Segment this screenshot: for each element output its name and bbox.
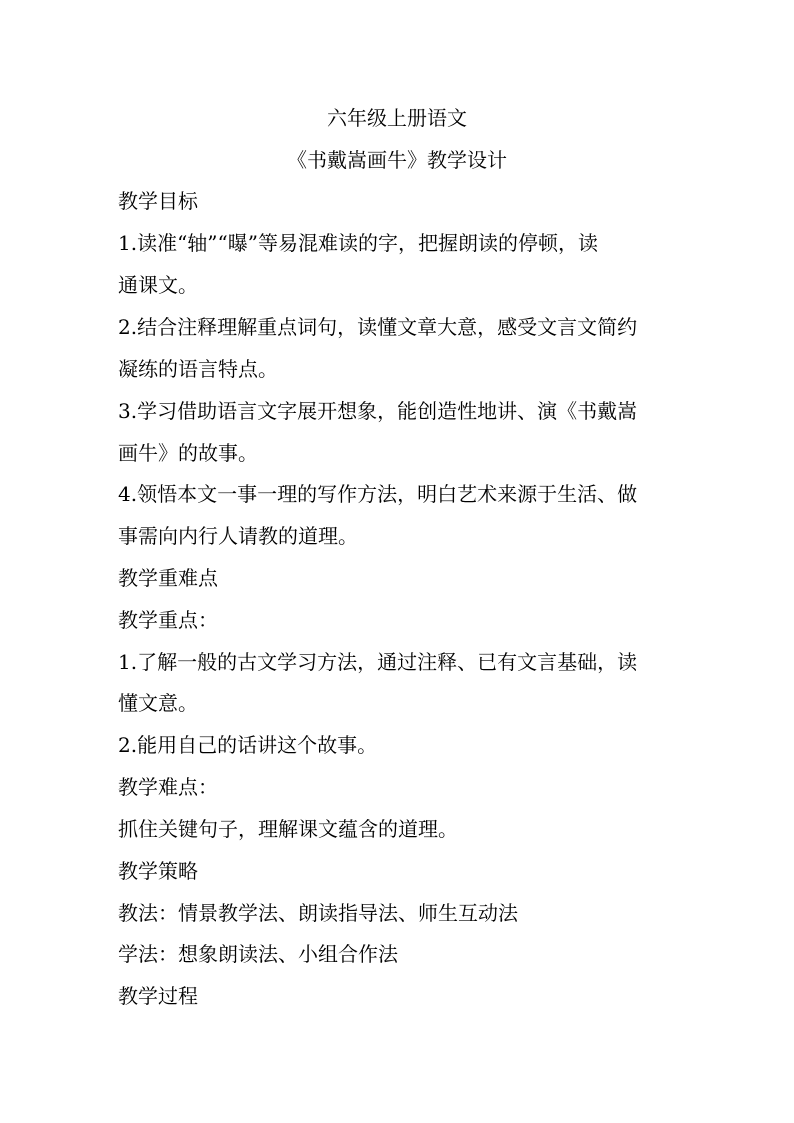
key1-line2: 懂文意。 [118, 691, 198, 715]
objective1-line1: 1.读准“轴”“曝”等易混难读的字，把握朗读的停顿，读 [118, 231, 598, 255]
learning-methods-line: 学法：想象朗读法、小组合作法 [118, 942, 398, 966]
objective2-line1: 2.结合注释理解重点词句，读懂文章大意，感受文言文简约 [118, 315, 638, 339]
objective4-line1: 4.领悟本文一事一理的写作方法，明白艺术来源于生活、做 [118, 482, 638, 506]
objective3-line1: 3.学习借助语言文字展开想象，能创造性地讲、演《书戴嵩 [118, 399, 638, 423]
doc-title-line2: 《书戴嵩画牛》教学设计 [287, 148, 507, 172]
doc-title-line1: 六年级上册语文 [327, 106, 467, 130]
difficult-heading: 教学难点： [118, 775, 218, 799]
teaching-methods-line: 教法：情景教学法、朗读指导法、师生互动法 [118, 901, 518, 925]
key-difficult-heading: 教学重难点 [118, 566, 218, 590]
objective4-line2: 事需向内行人请教的道理。 [118, 524, 358, 548]
key-points-heading: 教学重点： [118, 608, 218, 632]
key1-line1: 1.了解一般的古文学习方法，通过注释、已有文言基础，读 [118, 650, 638, 674]
objective1-line2: 通课文。 [118, 273, 198, 297]
objective2-line2: 凝练的语言特点。 [118, 357, 278, 381]
key2-line: 2.能用自己的话讲这个故事。 [118, 733, 378, 757]
difficult1-line: 抓住关键句子，理解课文蕴含的道理。 [118, 817, 458, 841]
objective3-line2: 画牛》的故事。 [118, 441, 258, 465]
strategy-heading: 教学策略 [118, 859, 198, 883]
process-heading: 教学过程 [118, 984, 198, 1008]
objectives-heading: 教学目标 [118, 189, 198, 213]
